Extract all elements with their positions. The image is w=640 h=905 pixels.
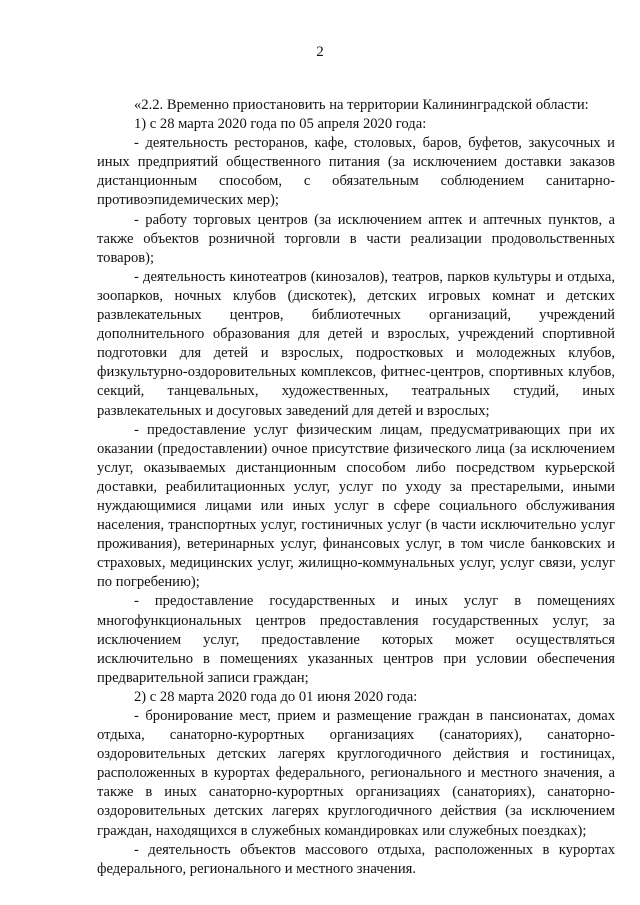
- page-number: 2: [316, 44, 324, 60]
- subsection-2-heading: 2) с 28 марта 2020 года до 01 июня 2020 года:: [134, 688, 418, 705]
- section-heading: «2.2. Временно приостановить на территории Калининградской области:: [134, 97, 589, 113]
- list-item-mfc-services: - предоставление государственных и иных услуг в помещениях многофункциональных центров предоставления государственных услуг, за исключением услуг, предоставление которых может осуществляться исключительно в помещениях указанных центров при условии обеспечения предварительной записи граждан;: [97, 593, 615, 686]
- list-item-restaurants: - деятельность ресторанов, кафе, столовых, баров, буфетов, закусочных и иных предприятий общественного питания (за исключением доставки заказов дистанционным способом, с обязательным соблюдением санитарно-противоэпидемических мер);: [97, 135, 615, 209]
- subsection-1-heading: 1) с 28 марта 2020 года по 05 апреля 2020 года:: [134, 116, 427, 133]
- list-item-shopping-centers: - работу торговых центров (за исключением аптек и аптечных пунктов, а также объектов розничной торговли в части реализации продовольственных товаров);: [97, 211, 615, 266]
- list-item-personal-services: - предоставление услуг физическим лицам, предусматривающих при их оказании (предоставлении) очное присутствие физического лица (за исключением услуг, оказываемых дистанционным способом либо посредством курьерской доставки, реабилитационных услуг, услуг по уходу за престарелыми, иными нуждающимися лицами или иных услуг в сфере социального обслуживания населения, транспортных услуг, гостиничных услуг (в части исключительно услуг проживания), ветеринарных услуг, финансовых услуг, в том числе банковских и страховых, медицинских услуг, жилищно-коммунальных услуг, услуг связи, услуг по погребению);: [97, 421, 615, 591]
- list-item-accommodation: - бронирование мест, прием и размещение граждан в пансионатах, домах отдыха, санаторно-курортных организациях (санаториях), санаторно-оздоровительных детских лагерях круглогодичного действия и гостиницах, расположенных в курортах федерального, регионального и местного значения, а также в иных санаторно-курортных организациях (санаториях), санаторно-оздоровительных детских лагерях круглогодичного действия (за исключением граждан, находящихся в служебных командировках или служебных поездках);: [97, 708, 615, 839]
- document-body: [97, 96, 615, 879]
- list-item-entertainment: - деятельность кинотеатров (кинозалов), театров, парков культуры и отдыха, зоопарков, ночных клубов (дискотек), детских игровых комнат и детских развлекательных центров, библиотечных организаций, учреждений дополнительного образования для детей и взрослых, учреждений спортивной подготовки для детей и взрослых, подростковых и молодежных клубов, физкультурно-оздоровительных комплексов, фитнес-центров, спортивных клубов, секций, танцевальных, художественных, театральных студий, иных развлекательных и досуговых заведений для детей и взрослых;: [97, 268, 615, 419]
- list-item-mass-recreation: - деятельность объектов массового отдыха, расположенных в курортах федерального, регионального и местного значения.: [97, 841, 615, 877]
